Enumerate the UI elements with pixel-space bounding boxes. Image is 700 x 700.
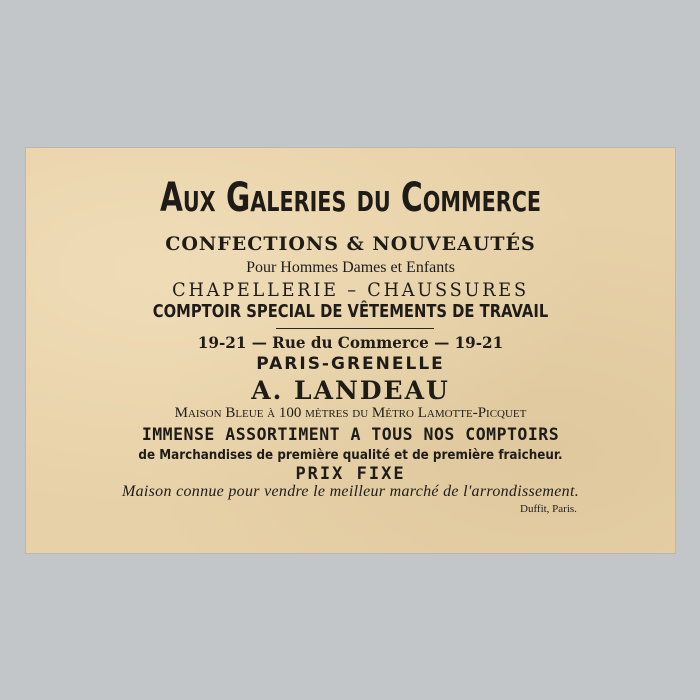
printer-credit: Duffit, Paris. [520,503,577,515]
chapellerie-line: CHAPELLERIE – CHAUSSURES [172,279,529,301]
assortment-line: IMMENSE ASSORTIMENT A TOUS NOS COMPTOIRS [141,425,560,444]
clientele-line: Pour Hommes Dames et Enfants [246,259,455,276]
reputation-line: Maison connue pour vendre le meilleur marché de l'arrondissement. [121,483,580,500]
trade-card [26,148,675,553]
shop-title: Aux Galeries du Commerce [159,175,542,221]
owner-name: A. LANDEAU [251,376,450,405]
city-name: PARIS-GRENELLE [256,354,445,374]
street-address: 19-21 — Rue du Commerce — 19-21 [197,333,504,352]
goods-line: de Marchandises de première qualité et de première fraicheur. [138,448,563,463]
price-line: PRIX FIXE [295,464,406,484]
comptoir-line: COMPTOIR SPECIAL DE VÊTEMENTS DE TRAVAIL [152,301,549,322]
divider-rule [276,328,434,329]
maison-line: Maison Bleue à 100 mètres du Métro Lamotte-Picquet [174,405,527,421]
confections-line: CONFECTIONS & NOUVEAUTÉS [165,233,536,255]
